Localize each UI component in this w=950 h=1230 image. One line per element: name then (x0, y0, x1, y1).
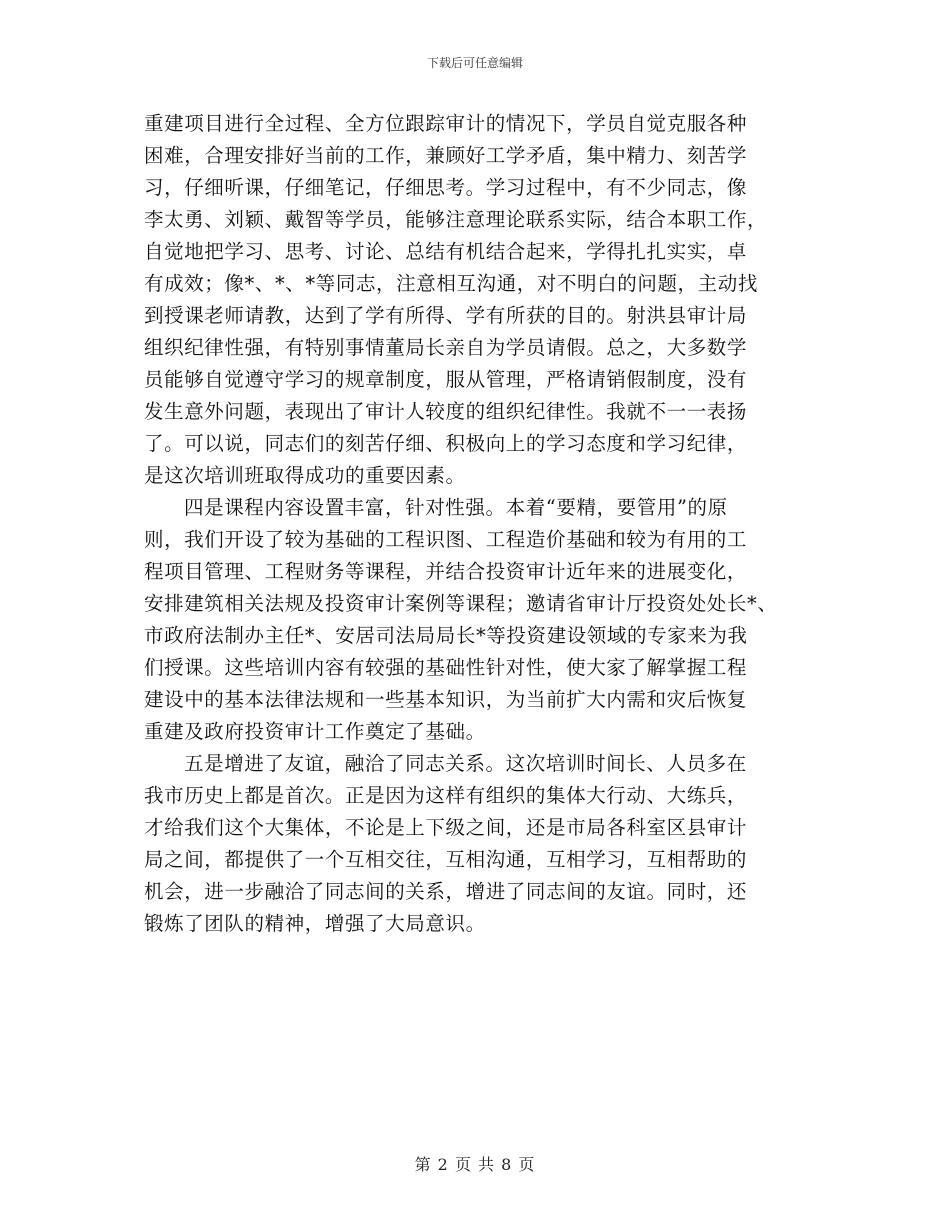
text-line: 自觉地把学习、思考、讨论、总结有机结合起来，学得扎扎实实，卓 (144, 240, 748, 263)
text-line: 则，我们开设了较为基础的工程识图、工程造价基础和较为有用的工 (144, 528, 748, 551)
page-header: 下载后可任意编辑 (426, 56, 523, 70)
text-line: 习，仔细听课，仔细笔记，仔细思考。学习过程中，有不少同志，像 (144, 176, 748, 199)
text-line: 锻炼了团队的精神，增强了大局意识。 (144, 912, 486, 935)
text-line: 机会，进一步融洽了同志间的关系，增进了同志间的友谊。同时，还 (144, 880, 748, 903)
text-line: 才给我们这个大集体，不论是上下级之间，还是市局各科室区县审计 (144, 816, 748, 839)
text-line: 了。可以说，同志们的刻苦仔细、积极向上的学习态度和学习纪律， (144, 432, 748, 455)
paragraph-3 (144, 748, 809, 940)
paragraph-2 (144, 492, 809, 748)
text-line: 局之间，都提供了一个互相交往，互相沟通，互相学习，互相帮助的 (144, 848, 748, 871)
text-line: 发生意外问题，表现出了审计人较度的组织纪律性。我就不一一表扬 (144, 400, 748, 423)
document-body (144, 108, 809, 940)
text-line: 四是课程内容设置丰富，针对性强。本着“要精，要管用”的原 (184, 496, 728, 519)
paragraph-1 (144, 108, 809, 492)
text-line: 五是增进了友谊，融洽了同志关系。这次培训时间长、人员多在 (184, 752, 747, 775)
text-line: 安排建筑相关法规及投资审计案例等课程；邀请省审计厅投资处处长*、 (144, 592, 778, 615)
text-line: 重建及政府投资审计工作奠定了基础。 (144, 720, 486, 743)
page-footer: 第 2 页 共 8 页 (414, 1155, 536, 1174)
text-line: 员能够自觉遵守学习的规章制度，服从管理，严格请销假制度，没有 (144, 368, 748, 391)
text-line: 是这次培训班取得成功的重要因素。 (144, 464, 466, 487)
text-line: 到授课老师请教，达到了学有所得、学有所获的目的。射洪县审计局 (144, 304, 748, 327)
text-line: 困难，合理安排好当前的工作，兼顾好工学矛盾，集中精力、刻苦学 (144, 144, 748, 167)
text-line: 程项目管理、工程财务等课程，并结合投资审计近年来的进展变化， (144, 560, 748, 583)
text-line: 们授课。这些培训内容有较强的基础性针对性，使大家了解掌握工程 (144, 656, 748, 679)
text-line: 李太勇、刘颖、戴智等学员，能够注意理论联系实际，结合本职工作， (144, 208, 768, 231)
text-line: 有成效；像*、*、*等同志，注意相互沟通，对不明白的问题，主动找 (144, 272, 758, 295)
text-line: 建设中的基本法律法规和一些基本知识，为当前扩大内需和灾后恢复 (144, 688, 748, 711)
text-line: 组织纪律性强，有特别事情董局长亲自为学员请假。总之，大多数学 (144, 336, 748, 359)
text-line: 我市历史上都是首次。正是因为这样有组织的集体大行动、大练兵， (144, 784, 748, 807)
text-line: 市政府法制办主任*、安居司法局局长*等投资建设领域的专家来为我 (144, 624, 748, 647)
text-line: 重建项目进行全过程、全方位跟踪审计的情况下，学员自觉克服各种 (144, 112, 748, 135)
